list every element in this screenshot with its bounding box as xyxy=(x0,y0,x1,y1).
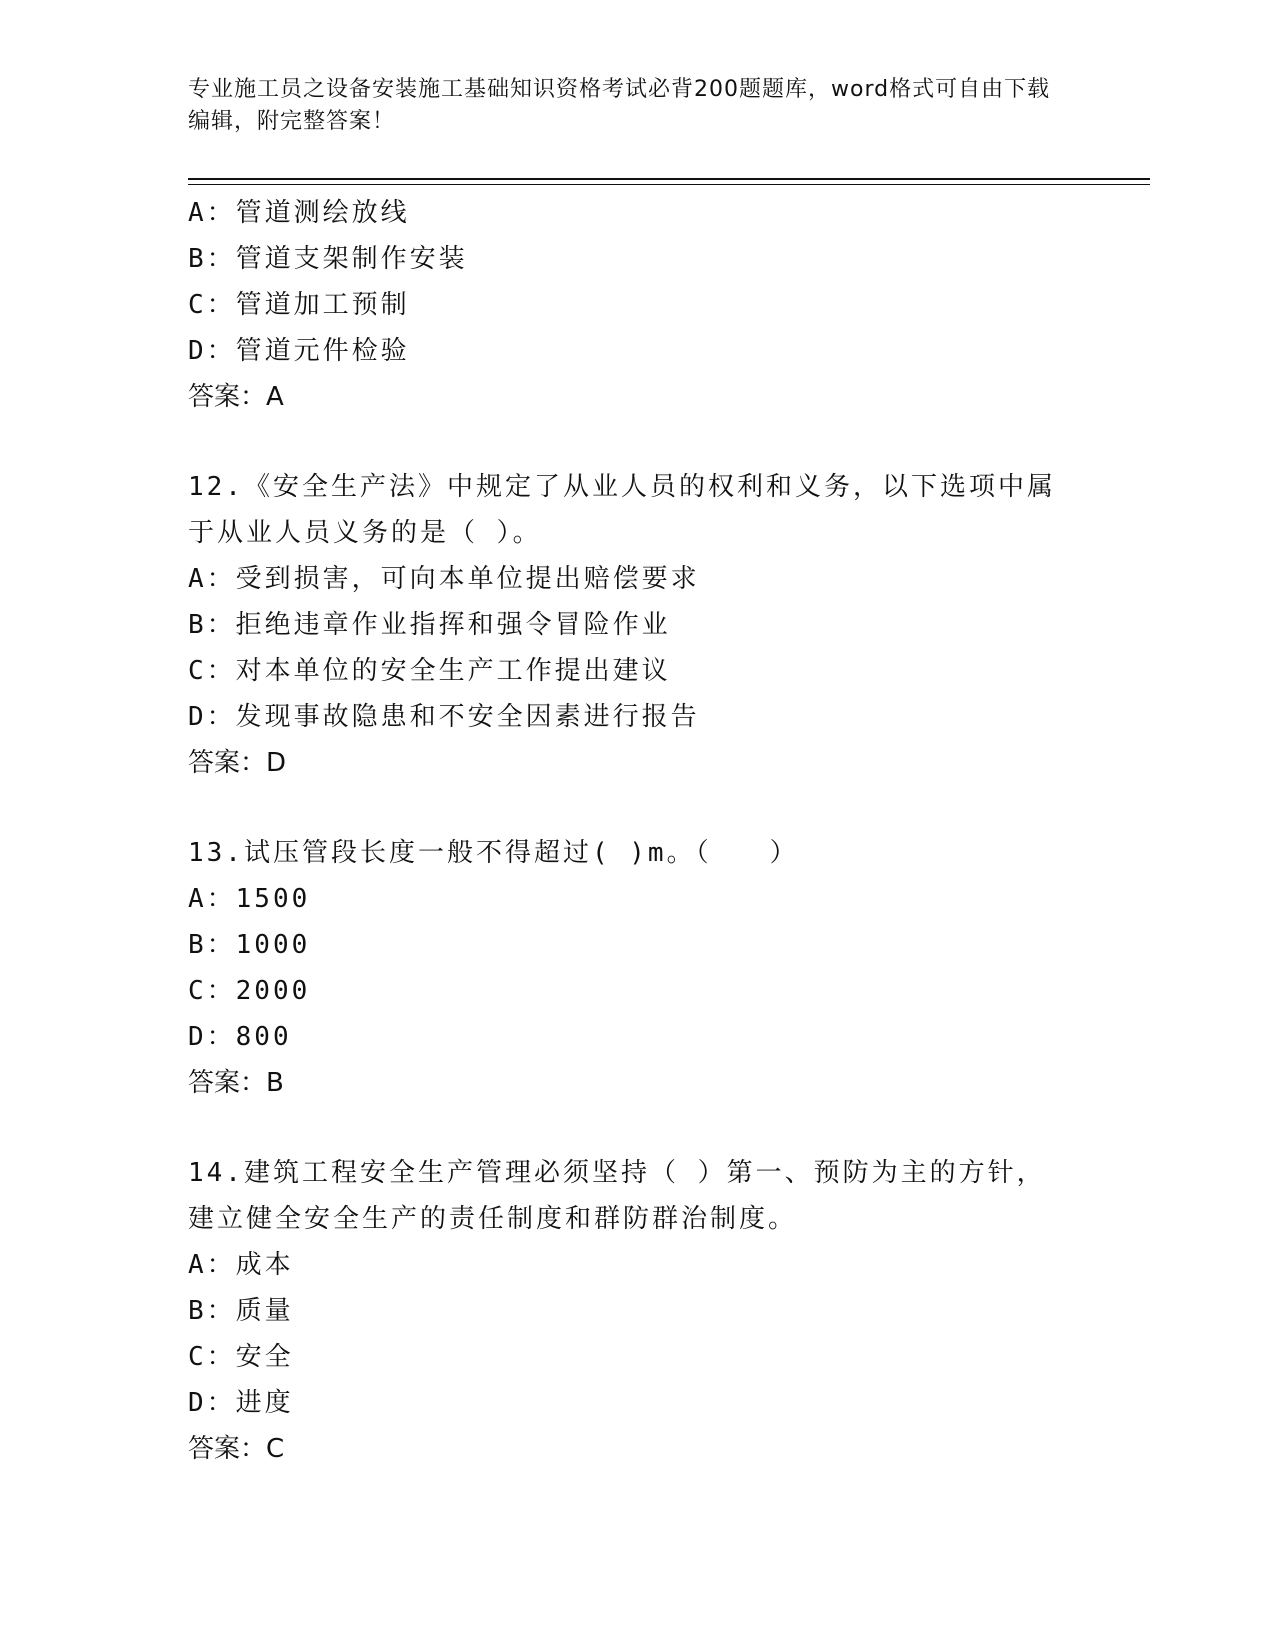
option-d: D：管道元件检验 xyxy=(188,336,410,366)
option-a: A：管道测绘放线 xyxy=(188,198,410,228)
header-rule-thick xyxy=(188,178,1150,180)
answer-line: 答案：A xyxy=(188,382,284,412)
answer-line: 答案：D xyxy=(188,748,287,778)
question-block-12 xyxy=(188,464,1088,786)
option-b: B：拒绝违章作业指挥和强令冒险作业 xyxy=(188,610,671,640)
option-c: C：对本单位的安全生产工作提出建议 xyxy=(188,656,671,686)
answer-line: 答案：B xyxy=(188,1068,284,1098)
answer-line: 答案：C xyxy=(188,1434,285,1464)
option-c: C：管道加工预制 xyxy=(188,290,410,320)
question-block-14 xyxy=(188,1150,1088,1472)
option-a: A：成本 xyxy=(188,1250,294,1280)
option-d: D：发现事故隐患和不安全因素进行报告 xyxy=(188,702,700,732)
question-block-11 xyxy=(188,190,1088,420)
header-rule-thin xyxy=(188,184,1150,185)
option-d: D：进度 xyxy=(188,1388,294,1418)
question-list xyxy=(188,190,1088,1472)
option-c: C：2000 xyxy=(188,976,311,1006)
option-b: B：质量 xyxy=(188,1296,294,1326)
option-c: C：安全 xyxy=(188,1342,294,1372)
question-stem: 14.建筑工程安全生产管理必须坚持（ ）第一、预防为主的方针，建立健全安全生产的责任制度和群防群治制度。 xyxy=(188,1158,1046,1234)
question-stem: 13.试压管段长度一般不得超过( )m。（ ） xyxy=(188,838,799,868)
option-a: A：受到损害，可向本单位提出赔偿要求 xyxy=(188,564,700,594)
option-d: D：800 xyxy=(188,1022,292,1052)
question-stem: 12.《安全生产法》中规定了从业人员的权利和义务，以下选项中属于从业人员义务的是（ ）。 xyxy=(188,472,1056,548)
document-header: 专业施工员之设备安装施工基础知识资格考试必背200题题库，word格式可自由下载编辑，附完整答案！ xyxy=(188,77,1051,134)
option-b: B：管道支架制作安装 xyxy=(188,244,468,274)
option-a: A：1500 xyxy=(188,884,311,914)
question-block-13 xyxy=(188,830,1088,1106)
option-b: B：1000 xyxy=(188,930,311,960)
